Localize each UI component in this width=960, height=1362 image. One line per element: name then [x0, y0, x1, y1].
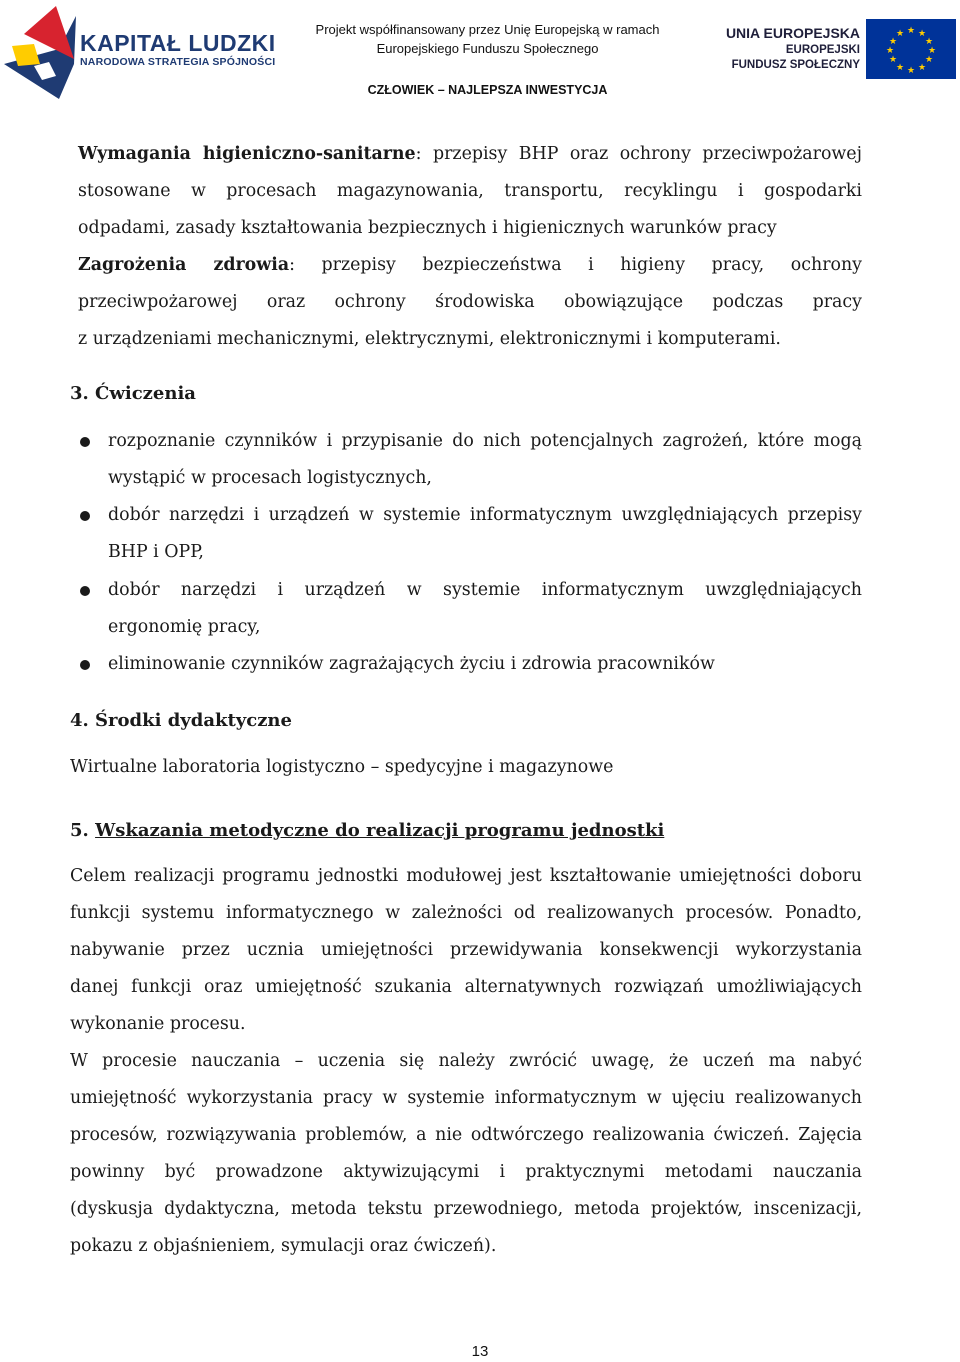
- section-5-paragraph-2: [70, 1043, 862, 1265]
- bullet-dot: [80, 586, 90, 596]
- svg-text:★: ★: [895, 29, 905, 39]
- svg-text:★: ★: [924, 55, 934, 65]
- svg-text:★: ★: [906, 26, 916, 36]
- bullet-1-line-2: wystąpić w procesach logistycznych,: [108, 468, 432, 488]
- p1-line-5: wykonanie procesu.: [70, 1014, 246, 1034]
- requirements-line-3: odpadami, zasady kształtowania bezpiecznych i higienicznych warunków pracy: [78, 218, 777, 238]
- requirements-line-4: [78, 247, 862, 284]
- p2-line-6: pokazu z objaśnieniem, symulacji oraz ćwiczeń).: [70, 1236, 497, 1256]
- p2-line-4: powinny być prowadzone aktywizującymi i praktycznymi metodami nauczania: [70, 1162, 862, 1182]
- requirements-text-4: : przepisy bezpieczeństwa i higieny pracy, ochrony: [289, 255, 863, 275]
- p1-line-1: Celem realizacji programu jednostki modułowej jest kształtowanie umiejętności doboru: [70, 866, 862, 886]
- bullet-item-1: [108, 423, 862, 497]
- label-hygiene: Wymagania higieniczno-sanitarne: [78, 144, 416, 164]
- bullet-dot: [80, 511, 90, 521]
- project-line-2: Europejskiego Funduszu Społecznego: [376, 41, 599, 56]
- bullet-2-line-2: BHP i OPP,: [108, 542, 204, 562]
- eu-flag-icon: [866, 19, 956, 79]
- section-4-heading: 4. Środki dydaktyczne: [70, 710, 292, 731]
- svg-text:★: ★: [917, 29, 927, 39]
- svg-text:★: ★: [895, 63, 905, 73]
- svg-text:★: ★: [888, 37, 898, 47]
- bullet-4-line-1: eliminowanie czynników zagrażających życiu i zdrowia pracowników: [108, 654, 715, 674]
- bullet-item-3: [108, 572, 862, 646]
- requirements-line-5: przeciwpożarowej oraz ochrony środowiska obowiązujące podczas pracy: [78, 292, 862, 312]
- svg-text:★: ★: [888, 55, 898, 65]
- section-5-paragraph-1: [70, 858, 862, 1043]
- p2-line-5: (dyskusja dydaktyczna, metoda tekstu przewodniego, metoda projektów, inscenizacji,: [70, 1199, 862, 1219]
- section-5-heading: [70, 820, 664, 841]
- bullet-2-line-1: dobór narzędzi i urządzeń w systemie informatycznym uwzględniających przepisy: [108, 505, 862, 525]
- section-4-text-block: [70, 749, 862, 786]
- section-3-heading: 3. Ćwiczenia: [70, 383, 196, 404]
- eu-line-2: EUROPEJSKI: [785, 44, 860, 56]
- p2-line-3: procesów, rozwiązywania problemów, a nie odtwórczego realizowania ćwiczeń. Zajęcia: [70, 1125, 862, 1145]
- bullet-dot: [80, 660, 90, 670]
- motto: CZŁOWIEK – NAJLEPSZA INWESTYCJA: [367, 83, 608, 97]
- section-5-title: Wskazania metodyczne do realizacji programu jednostki: [95, 820, 665, 841]
- svg-text:★: ★: [917, 63, 927, 73]
- requirements-line-2: stosowane w procesach magazynowania, transportu, recyklingu i gospodarki: [78, 181, 862, 201]
- section-5-number: 5.: [70, 820, 96, 841]
- requirements-line-1: [78, 136, 862, 173]
- kapital-ludzki-wordmark: [80, 30, 276, 68]
- page-number: 13: [471, 1343, 489, 1360]
- svg-text:★: ★: [906, 66, 916, 76]
- svg-text:★: ★: [924, 37, 934, 47]
- label-health-hazards: Zagrożenia zdrowia: [78, 255, 290, 275]
- bullet-1-line-1: rozpoznanie czynników i przypisanie do nich potencjalnych zagrożeń, które mogą: [108, 431, 862, 451]
- p2-line-1: W procesie nauczania – uczenia się należy zwrócić uwagę, że uczeń ma nabyć: [70, 1051, 862, 1071]
- kapital-ludzki-subtitle: NARODOWA STRATEGIA SPÓJNOŚCI: [80, 56, 276, 68]
- requirements-block: [78, 136, 862, 358]
- section-4-text: Wirtualne laboratoria logistyczno – spedycyjne i magazynowe: [70, 757, 614, 777]
- requirements-line-6: z urządzeniami mechanicznymi, elektrycznymi, elektronicznymi i komputerami.: [78, 329, 781, 349]
- bullet-3-line-2: ergonomię pracy,: [108, 617, 261, 637]
- svg-text:★: ★: [927, 46, 937, 56]
- p1-line-3: nabywanie przez ucznia umiejętności przewidywania konsekwencji wykorzystania: [70, 940, 862, 960]
- p1-line-4: danej funkcji oraz umiejętność szukania alternatywnych rozwiązań umożliwiających: [70, 977, 862, 997]
- p2-line-2: umiejętność wykorzystania pracy w systemie informatycznym w ujęciu realizowanych: [70, 1088, 862, 1108]
- project-line-1: Projekt współfinansowany przez Unię Europejską w ramach: [315, 22, 660, 37]
- bullet-item-2: [108, 497, 862, 571]
- eu-line-1: UNIA EUROPEJSKA: [725, 25, 860, 41]
- eu-line-3: FUNDUSZ SPOŁECZNY: [731, 59, 860, 71]
- page-header: [0, 0, 960, 110]
- bullet-dot: [80, 437, 90, 447]
- kapital-ludzki-title: KAPITAŁ LUDZKI: [80, 30, 276, 56]
- svg-text:★: ★: [885, 46, 895, 56]
- requirements-text-1: : przepisy BHP oraz ochrony przeciwpożarowej: [415, 144, 862, 164]
- bullet-3-line-1: dobór narzędzi i urządzeń w systemie informatycznym uwzględniających: [108, 580, 862, 600]
- project-funding-note: [300, 20, 675, 58]
- eu-wordmark: [690, 24, 860, 73]
- p1-line-2: funkcji systemu informatycznego w zależności od realizowanych procesów. Ponadto,: [70, 903, 862, 923]
- bullet-item-4: [108, 646, 862, 683]
